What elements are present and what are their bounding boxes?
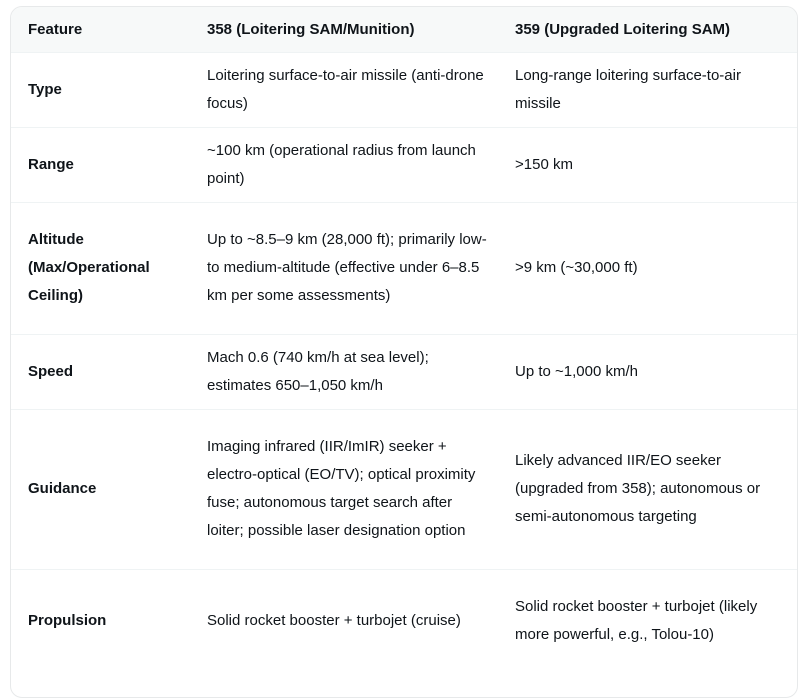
comparison-table-container: [10, 6, 798, 698]
cell-358: Imaging infrared (IIR/ImIR) seeker + electro-optical (EO/TV); optical proximity fuse; autonomous target search after loiter; possible laser designation option: [207, 438, 476, 539]
cell-358: Mach 0.6 (740 km/h at sea level); estimates 650–1,050 km/h: [207, 348, 429, 394]
header-358: 358 (Loitering SAM/Munition): [207, 20, 415, 38]
feature-cell: Speed: [28, 362, 74, 380]
table-row-guidance: [11, 409, 797, 569]
cell-359: >9 km (~30,000 ft): [515, 259, 638, 276]
table-row-type: [11, 52, 797, 127]
cell-359: Long-range loitering surface-to-air missile: [515, 66, 741, 112]
feature-cell: Propulsion: [28, 611, 107, 629]
cell-358: Loitering surface-to-air missile (anti-drone focus): [207, 66, 484, 112]
table-row-speed: [11, 334, 797, 409]
table-row-altitude: [11, 202, 797, 334]
feature-cell: Type: [28, 80, 62, 98]
cell-359: Up to ~1,000 km/h: [515, 362, 638, 380]
cell-359: Solid rocket booster + turbojet (likely more powerful, e.g., Tolou-10): [515, 597, 758, 643]
table-row-range: [11, 127, 797, 202]
table-row-propulsion: [11, 569, 797, 672]
comparison-table: [11, 7, 797, 672]
feature-cell: Guidance: [28, 480, 97, 497]
table-header-row: [11, 7, 797, 52]
cell-359: Likely advanced IIR/EO seeker (upgraded from 358); autonomous or semi-autonomous targeting: [515, 452, 761, 525]
cell-359: >150 km: [515, 155, 573, 173]
header-359: 359 (Upgraded Loitering SAM): [515, 20, 731, 38]
header-feature: Feature: [28, 20, 83, 38]
feature-cell: Range: [28, 155, 74, 173]
feature-cell: Altitude (Max/Operational Ceiling): [28, 231, 150, 304]
cell-358: Solid rocket booster + turbojet (cruise): [207, 611, 461, 629]
cell-358: Up to ~8.5–9 km (28,000 ft); primarily low- to medium-altitude (effective under 6–8.5 km per some assessments): [207, 231, 487, 304]
cell-358: ~100 km (operational radius from launch point): [207, 141, 476, 187]
